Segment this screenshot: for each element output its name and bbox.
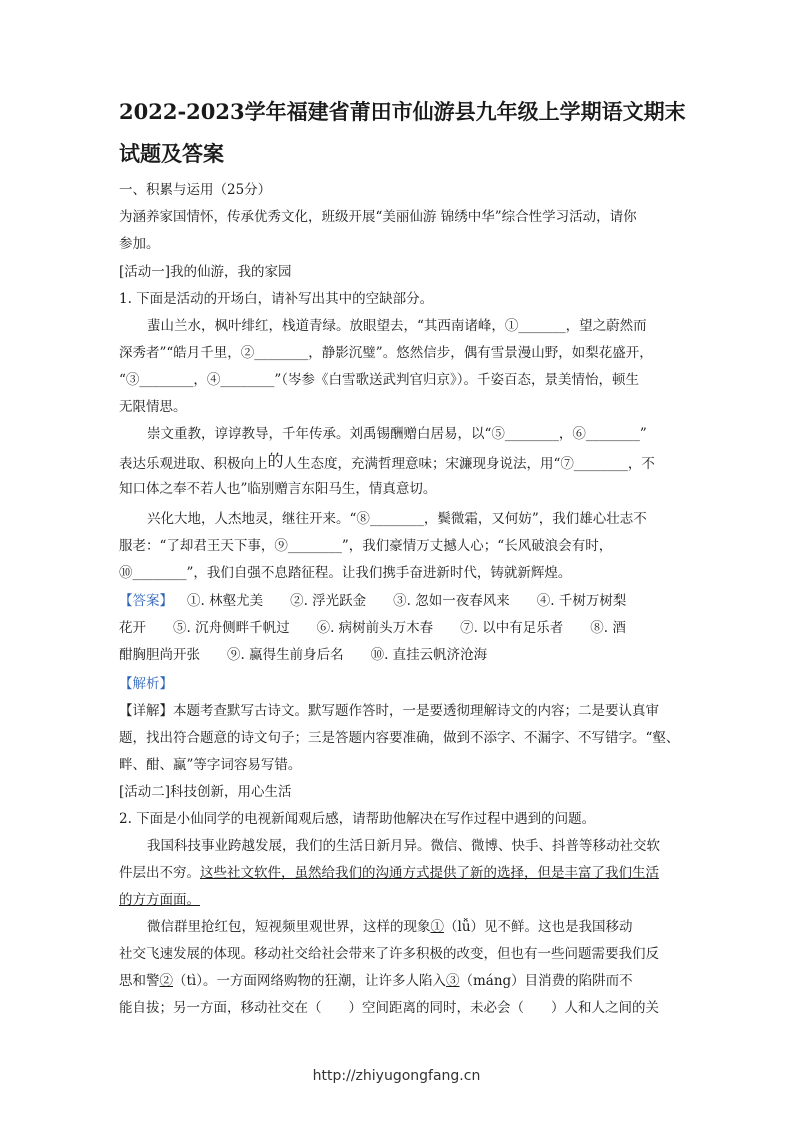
blank-3: ③ [446, 973, 460, 989]
detail-line-2: 题，找出符合题意的诗文句子；三是答题内容要准确，做到不添字、不漏字、不写错字。“壑、 [119, 730, 680, 746]
intro-line-1: 为涵养家国情怀，传承优秀文化，班级开展“美丽仙游 锦绣中华”综合性学习活动，请你 [119, 209, 637, 225]
question-2: 2. 下面是小仙同学的电视新闻观后感，请帮助他解决在写作过程中遇到的问题。 [119, 811, 596, 827]
footer-url[interactable]: http://zhiyugongfang.cn [312, 1068, 481, 1084]
essay-para-2-line-3e: （máng）目消费的陷阱而不 [459, 973, 633, 989]
passage-2-line-1: 崇文重教，谆谆教导，千年传承。刘禹锡酬赠白居易，以“⑤________，⑥________” [147, 426, 647, 442]
answer-text-1: ①. 林壑尤美 ②. 浮光跃金 ③. 忽如一夜春风来 ④. 千树万树梨 [187, 593, 627, 609]
essay-para-2-line-3 [119, 971, 633, 991]
passage-2-line-2b: 人生态度，充满哲理意味；宋濂现身说法，用“⑦________，不 [283, 456, 655, 472]
answer-line-2: 花开 ⑤. 沉舟侧畔千帆过 ⑥. 病树前头万木春 ⑦. 以中有足乐者 ⑧. 酒 [119, 620, 626, 636]
passage-1-line-3: “③________，④________”（岑参《白雪歌送武判官归京》）。千姿百态，景美情怡，顿生 [119, 372, 640, 388]
blank-2: ② [159, 973, 173, 989]
answer-line-1 [119, 591, 626, 611]
essay-para-2-line-4: 能自拔；另一方面，移动社交在（ ）空间距离的同时，未必会（ ）人和人之间的关 [119, 1000, 659, 1016]
essay-para-2-line-3c: （tì）。一方面网络购物的狂潮，让许多人陷入 [173, 973, 446, 989]
activity-2-heading: [活动二]科技创新，用心生活 [119, 784, 292, 800]
passage-3-line-2: 服老：“了却君王天下事，⑨________”，我们豪情万丈撼人心；“长风破浪会有时， [119, 538, 613, 554]
document-title-line2: 试题及答案 [119, 141, 224, 166]
section-heading: 一、积累与运用（25分） [119, 182, 272, 198]
passage-3-line-3: ⑩________”，我们自强不息踏征程。让我们携手奋进新时代，铸就新辉煌。 [119, 565, 572, 581]
answer-label: 【答案】 [119, 593, 173, 609]
passage-2-line-2 [119, 451, 655, 474]
passage-1-line-4: 无限情思。 [119, 399, 187, 415]
activity-1-heading: [活动一]我的仙游，我的家园 [119, 264, 292, 280]
essay-para-1-line-2 [119, 863, 659, 883]
passage-2-line-2a: 表达乐观进取、积极向上 [119, 456, 268, 472]
passage-1-line-1: 蜚山兰水，枫叶绯红，栈道青绿。放眼望去，“其西南诸峰，①_______，望之蔚然而 [147, 318, 647, 334]
underlined-sentence-end: 的方方面面。 [119, 892, 200, 908]
essay-para-1-line-1: 我国科技事业跨越发展，我们的生活日新月异。微信、微博、快手、抖普等移动社交软 [147, 838, 660, 854]
essay-para-1-line-2a: 件层出不穷。 [119, 865, 200, 881]
passage-2-line-2-char: 的 [267, 451, 284, 470]
passage-3-line-1: 兴化大地，人杰地灵，继往开来。“⑧________，鬓微霜，又何妨”，我们雄心壮志不 [147, 511, 647, 527]
analysis-label: 【解析】 [119, 676, 173, 692]
question-1: 1. 下面是活动的开场白，请补写出其中的空缺部分。 [119, 291, 434, 307]
essay-para-2-line-1 [147, 917, 633, 937]
blank-1: ① [430, 919, 444, 935]
essay-para-2-line-1c: （lǚ）见不鲜。这也是我国移动 [444, 919, 633, 935]
passage-2-line-3: 知口体之奉不若人也”临别赠言东阳马生，情真意切。 [119, 481, 437, 497]
document-title-line1: 2022-2023学年福建省莆田市仙游县九年级上学期语文期末 [119, 99, 686, 124]
detail-line-3: 畔、酣、赢”等字词容易写错。 [119, 757, 302, 773]
essay-para-2-line-3a: 思和警 [119, 973, 160, 989]
intro-line-2: 参加。 [119, 236, 160, 252]
essay-para-2-line-2: 社交飞速发展的体现。移动社交给社会带来了许多积极的改变，但也有一些问题需要我们反 [119, 946, 659, 962]
essay-para-2-line-1a: 微信群里抢红包，短视频里观世界，这样的现象 [147, 919, 431, 935]
detail-line-1: 【详解】本题考查默写古诗文。默写题作答时，一是要透彻理解诗文的内容；二是要认真审 [119, 703, 659, 719]
passage-1-line-2: 深秀者”“皓月千里，②________，静影沉璧”。悠然信步，偶有雪景漫山野，如梨花盛开， [119, 345, 653, 361]
answer-line-3: 酣胸胆尚开张 ⑨. 赢得生前身后名 ⑩. 直挂云帆济沧海 [119, 647, 488, 663]
underlined-sentence: 这些社文软件，虽然给我们的沟通方式提供了新的选择，但是丰富了我们生活 [200, 865, 659, 881]
